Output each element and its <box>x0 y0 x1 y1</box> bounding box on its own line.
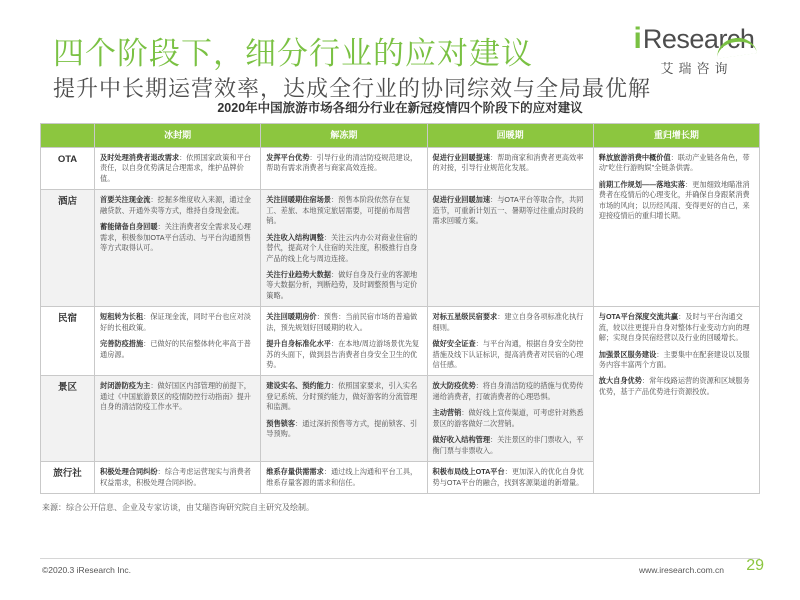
cell-paragraph <box>433 435 588 456</box>
paragraph-lead: 关注行业趋势大数据 <box>266 269 331 279</box>
paragraph-text: ：帮助商家和消费者更高效率的对接，引导行业规范化发展。 <box>432 153 584 173</box>
cell-paragraph <box>266 153 421 174</box>
paragraph-lead: 首要关注现金流 <box>100 195 151 205</box>
cell-agency-0 <box>95 462 261 494</box>
paragraph-text: ：常年线路运营的资源和区域服务优势，基于产品优势进行资源投放。 <box>598 376 750 396</box>
column-header-3: 重归增长期 <box>593 124 759 148</box>
row-label-ota: OTA <box>41 148 95 190</box>
cell-scenic-0 <box>95 376 261 462</box>
slide-header <box>40 0 760 101</box>
paragraph-text: ：及时与平台沟通交流，较以往更提升自身对整体行业变动方向的理解；实现自身民宿经营以及行业的回暖增长。 <box>598 312 750 343</box>
cell-paragraph <box>433 381 588 402</box>
paragraph-lead: 封闭游防疫为主 <box>100 381 151 391</box>
paragraph-lead: 完善防疫措施 <box>100 339 144 349</box>
cell-paragraph <box>100 222 255 253</box>
cell-hotel-0 <box>95 190 261 307</box>
cell-paragraph <box>266 419 421 440</box>
column-header-2: 回暖期 <box>427 124 593 148</box>
paragraph-lead: 释放旅游消费中概价值 <box>598 153 671 163</box>
paragraph-text: ：建立自身各项标准化执行细则。 <box>432 312 584 332</box>
cell-paragraph <box>599 180 754 222</box>
cell-scenic-2 <box>427 376 593 462</box>
row-label-travel-agency: 旅行社 <box>41 462 95 494</box>
paragraph-text: ：已做好的民宿整体转化率高于普通房源。 <box>100 339 251 359</box>
cell-paragraph <box>266 233 421 264</box>
paragraph-lead: 及时处理消费者退改需求 <box>100 153 180 163</box>
paragraph-text: ：预售：当前民宿市场的普遍做法，预先规划好回暖期的收入。 <box>266 312 418 332</box>
cell-paragraph <box>599 312 754 343</box>
paragraph-lead: 与OTA平台深度交流共赢 <box>598 312 679 322</box>
cell-paragraph <box>599 153 754 174</box>
cell-paragraph <box>433 467 588 488</box>
logo-chinese-name: 艾瑞咨询 <box>660 61 733 76</box>
iresearch-logo <box>628 22 760 77</box>
paragraph-lead: 前期工作规划——落地实落 <box>598 179 686 189</box>
paragraph-lead: 关注回暖期住宿场景 <box>266 195 331 205</box>
paragraph-lead: 短租转为长租 <box>100 312 144 322</box>
paragraph-text: ：做好国区内部管理的前提下，通过《中国旅游景区的疫情防控行动指南》提升自身的清洁防疫工作水平。 <box>100 381 251 412</box>
paragraph-lead: 积极处理合同纠纷 <box>100 467 158 477</box>
paragraph-text: ：依照国家要求，引入实名登记系统、分时预约能力，做好游客的分流管理和监测。 <box>266 381 418 412</box>
paragraph-text: ：做好自身及行业的客源地等大数据分析，判断趋势，及时调整预售与定价策略。 <box>266 269 418 300</box>
cell-ota-0 <box>95 148 261 190</box>
paragraph-text: ：主要集中在配套建设以及服务内容丰富两个方面。 <box>598 349 750 370</box>
cell-paragraph <box>100 153 255 184</box>
cell-paragraph <box>433 195 588 226</box>
table-header-row <box>41 124 760 148</box>
cell-paragraph <box>100 312 255 333</box>
cell-paragraph <box>266 195 421 226</box>
paragraph-text: ：与OTA平台等取合作，共同造节，可重新计划五一、暑期等过往重点时段的需求回暖方案。 <box>432 195 584 226</box>
advice-matrix-table <box>40 123 760 494</box>
paragraph-text: ：联动产业链各角色，带动"吃住行游购娱"全链条供需。 <box>598 153 750 173</box>
paragraph-text: ：依照国家政策和平台责任，以自身优势满足合理需求，维护品牌价值。 <box>100 153 251 183</box>
logo-word: Research <box>642 23 755 54</box>
cell-paragraph <box>100 467 255 488</box>
cell-homestay-0 <box>95 307 261 376</box>
paragraph-text: ：通过线上沟通和平台工具，维系存量客源的需求和信任。 <box>266 467 418 487</box>
paragraph-text: ：在本地/周边游场景优先复苏的头面下，做到县告消费者自身安全卫生的优势。 <box>266 339 420 370</box>
website-text: www.iresearch.com.cn <box>638 565 724 575</box>
paragraph-text: ：关注景区的非门票收入，平衡门票与非票收入。 <box>432 435 584 455</box>
cell-paragraph <box>433 339 588 370</box>
paragraph-text: ：综合考虑运营现实与消费者权益需求，积极处理合同纠纷。 <box>100 467 251 487</box>
paragraph-lead: 做好收入结构管理 <box>432 435 491 445</box>
cell-agency-1 <box>261 462 427 494</box>
cell-paragraph <box>266 312 421 333</box>
paragraph-text: ：引导行业的清洁防疫规范建设，帮助有需求消费者与商家高效连接。 <box>266 153 418 173</box>
paragraph-text: ：关注消费者安全需求及心理需求，积极参加OTA平台活动、与平台沟通预售等方式取得认可。 <box>100 222 251 253</box>
cell-paragraph <box>266 270 421 301</box>
paragraph-text: ：更加深入的优化自身优势与OTA平台的融合，找到客源渠道的新增量。 <box>432 467 584 487</box>
cell-hotel-1 <box>261 190 427 307</box>
cell-homestay-1 <box>261 307 427 376</box>
page-number: 29 <box>746 557 764 574</box>
paragraph-lead: 放大自身优势 <box>598 376 642 386</box>
table-row <box>41 307 760 376</box>
paragraph-lead: 积极布局线上OTA平台 <box>432 467 505 477</box>
cell-paragraph <box>433 408 588 429</box>
row-label-scenic: 景区 <box>41 376 95 462</box>
table-body <box>41 148 760 494</box>
table-header <box>41 124 760 148</box>
paragraph-lead: 建设实名、预约能力 <box>266 381 331 391</box>
table-corner-cell <box>41 124 95 148</box>
column-header-1: 解冻期 <box>261 124 427 148</box>
logo-letter: i <box>633 22 642 55</box>
paragraph-lead: 促进行业回暖加速 <box>432 195 491 205</box>
row-label-hotel: 酒店 <box>41 190 95 307</box>
paragraph-text: ：做好线上宣传渠道，可考虑针对熟悉景区的游客做好二次营销。 <box>432 408 584 428</box>
paragraph-text: ：保证现金流，同时平台也应对淡好的长租政策。 <box>100 312 251 332</box>
row-label-homestay: 民宿 <box>41 307 95 376</box>
cell-paragraph <box>100 195 255 216</box>
cell-paragraph <box>433 153 588 174</box>
paragraph-text: ：将自身清洁防疫的措施与优势传递给消费者，打破消费者的心理恐惧。 <box>432 381 584 401</box>
cell-ota-2 <box>427 148 593 190</box>
slide-footer <box>40 557 764 586</box>
paragraph-lead: 促进行业回暖提速 <box>432 153 491 163</box>
paragraph-lead: 做好安全证查 <box>432 339 476 349</box>
cell-paragraph <box>266 339 421 370</box>
cell-paragraph <box>266 467 421 488</box>
cell-agency-2 <box>427 462 593 494</box>
copyright-text: ©2020.3 iResearch Inc. <box>42 565 131 575</box>
paragraph-lead: 关注收入结构调整 <box>266 232 324 242</box>
table-title: 2020年中国旅游市场各细分行业在新冠疫情四个阶段下的应对建议 <box>217 101 583 115</box>
paragraph-text: ：预售本阶段依然存在复工、差旅、本地预定旅居需要，可提前布局营销。 <box>266 195 411 226</box>
paragraph-lead: 加强景区服务建设 <box>598 349 657 359</box>
paragraph-lead: 关注回暖期房价 <box>266 312 317 322</box>
column-header-0: 冰封期 <box>95 124 261 148</box>
cell-paragraph <box>266 381 421 412</box>
cell-homestay-2 <box>427 307 593 376</box>
cell-paragraph <box>100 381 255 412</box>
paragraph-lead: 放大防疫优势 <box>432 381 476 391</box>
cell-ota-1 <box>261 148 427 190</box>
paragraph-text: ：更加细致地瞄准消费者在疫情后的心理变化，并确保自身跟紧消费市场的风向；以历经风雨、变得更好的自己，来迎接疫情后的重归增长期。 <box>598 179 750 221</box>
paragraph-text: ：挖掘多维度收入来源，通过金融贷款、开通外卖等方式，维持自身现金流。 <box>100 195 251 215</box>
paragraph-lead: 对标五星级民宿要求 <box>432 312 498 322</box>
cell-scenic-1 <box>261 376 427 462</box>
paragraph-lead: 发挥平台优势 <box>266 153 310 163</box>
paragraph-lead: 预售锁客 <box>266 418 296 428</box>
cell-ota-3-merged <box>593 148 759 307</box>
page-subtitle: 提升中长期运营效率，达成全行业的协同综效与全局最优解 <box>53 76 652 101</box>
paragraph-lead: 蓄能储备自身回暖 <box>100 222 158 232</box>
paragraph-text: ：通过深折预售等方式，提前锁客、引导预购。 <box>266 418 418 439</box>
cell-paragraph <box>433 312 588 333</box>
paragraph-lead: 提升自身标准化水平 <box>266 339 331 349</box>
source-note: 来源：综合公开信息、企业及专家访谈，由艾瑞咨询研究院自主研究及绘制。 <box>42 502 314 512</box>
cell-paragraph <box>599 350 754 371</box>
page-title: 四个阶段下，细分行业的应对建议 <box>53 36 533 71</box>
cell-hotel-2 <box>427 190 593 307</box>
paragraph-lead: 维系存量供需需求 <box>266 467 324 477</box>
table-row <box>41 148 760 190</box>
paragraph-lead: 主动营销 <box>432 408 462 418</box>
cell-paragraph <box>599 376 754 397</box>
cell-paragraph <box>100 339 255 360</box>
paragraph-text: ：关注云内办公对商业住宿的替代，提高对个人住宿的关注度，积极推行自身产品的线上化与周边连接。 <box>266 232 418 263</box>
cell-homestay-3-merged <box>593 307 759 494</box>
paragraph-text: ：与平台沟通，根据自身安全防控措施及线下认证标识，提高消费者对民宿的心理信任感。 <box>432 339 584 370</box>
